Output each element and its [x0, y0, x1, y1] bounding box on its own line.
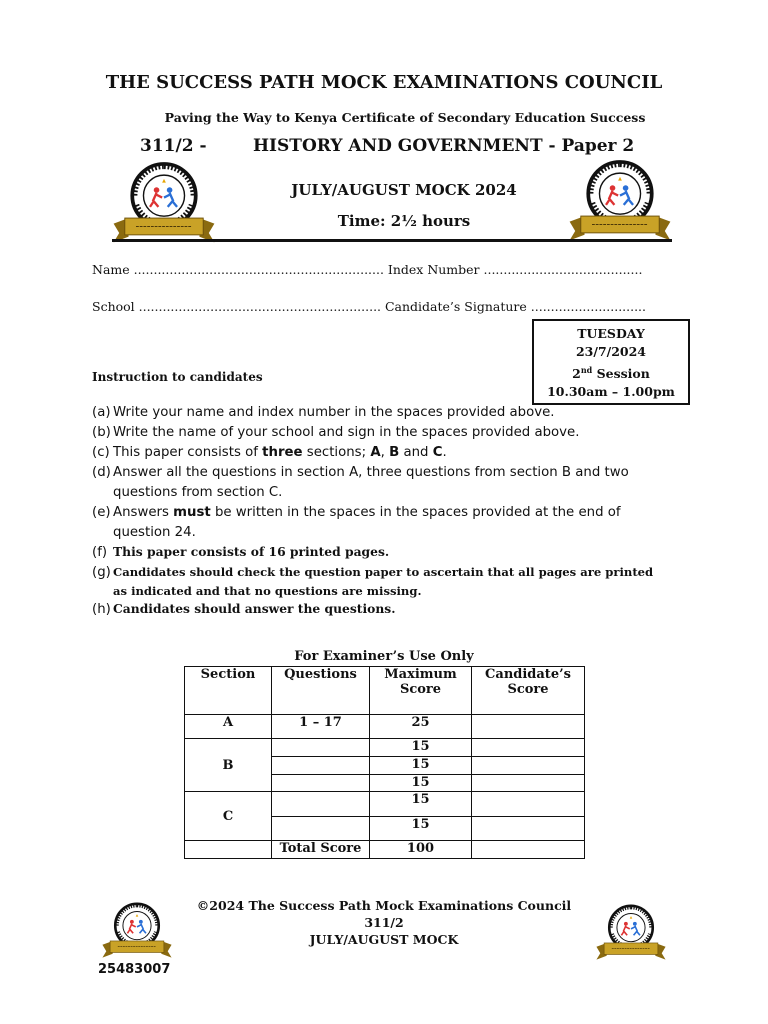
paper-code: 311/2 -	[140, 136, 207, 156]
max-c2: 15	[370, 817, 472, 841]
table-row	[185, 792, 585, 817]
candidate-score-b1[interactable]	[472, 739, 585, 757]
candidate-score-c1[interactable]	[472, 792, 585, 817]
tagline: Paving the Way to Kenya Certificate of Secondary Education Success	[164, 110, 646, 125]
header-questions: Questions	[272, 667, 370, 715]
table-row	[185, 715, 585, 739]
max-b1: 15	[370, 739, 472, 757]
footer-logo-left	[94, 900, 180, 964]
session-time: 10.30am – 1.00pm	[547, 384, 675, 400]
header-section: Section	[185, 667, 272, 715]
table-total-row	[185, 841, 585, 859]
footer-mock: JULY/AUGUST MOCK	[309, 932, 459, 947]
instruction-g: (g) Candidates should check the question paper to ascertain that all pages are printed as indicated and that no questions are missing.	[92, 565, 654, 598]
instruction-a: (a) Write your name and index number in the spaces provided above.	[92, 405, 555, 420]
section-a: A	[185, 715, 272, 739]
instruction-e: (e) Answers must be written in the spaces in the spaces provided at the end of question 24.	[92, 505, 621, 540]
footer-copyright: ©2024 The Success Path Mock Examinations Council	[196, 898, 572, 913]
candidate-score-b2[interactable]	[472, 757, 585, 775]
max-b2: 15	[370, 757, 472, 775]
candidate-score-a[interactable]	[472, 715, 585, 739]
instruction-c: (c) This paper consists of three sections; A, B and C.	[92, 445, 447, 460]
session-day: TUESDAY	[577, 326, 645, 341]
header-divider	[112, 239, 672, 242]
section-b: B	[185, 739, 272, 792]
council-title: THE SUCCESS PATH MOCK EXAMINATIONS COUNCIL	[105, 72, 663, 93]
total-max: 100	[370, 841, 472, 859]
footer-code: 311/2	[364, 915, 404, 930]
instruction-f: (f) This paper consists of 16 printed pages.	[92, 544, 390, 560]
candidate-score-c2[interactable]	[472, 817, 585, 841]
questions-c1[interactable]	[272, 792, 370, 817]
instruction-d: (d) Answer all the questions in section A, three questions from section B and two questions from section C.	[92, 465, 629, 500]
candidate-total[interactable]	[472, 841, 585, 859]
instruction-b: (b) Write the name of your school and sign in the spaces provided above.	[92, 425, 580, 440]
total-blank	[185, 841, 272, 859]
questions-c2[interactable]	[272, 817, 370, 841]
questions-b3[interactable]	[272, 775, 370, 792]
serial-number: 25483007	[98, 962, 171, 977]
header-maximum-score: Maximum Score	[370, 667, 472, 715]
header-candidate-score: Candidate’s Score	[472, 667, 585, 715]
session-date: 23/7/2024	[575, 344, 646, 359]
section-c: C	[185, 792, 272, 841]
examiner-table-title: For Examiner’s Use Only	[294, 649, 474, 664]
candidate-score-b3[interactable]	[472, 775, 585, 792]
questions-a: 1 – 17	[272, 715, 370, 739]
total-label: Total Score	[272, 841, 370, 859]
examiner-score-table	[184, 666, 585, 859]
max-b3: 15	[370, 775, 472, 792]
instruction-h: (h) Candidates should answer the questions.	[92, 601, 396, 617]
footer-logo-right	[588, 902, 674, 966]
table-row	[185, 739, 585, 757]
subject-title: HISTORY AND GOVERNMENT - Paper 2	[253, 136, 635, 156]
questions-b1[interactable]	[272, 739, 370, 757]
school-signature-field[interactable]: School ............................................................. Candidate’s Signature .............................	[92, 299, 647, 314]
exam-duration: Time: 2½ hours	[337, 212, 471, 230]
max-c1: 15	[370, 792, 472, 817]
session-number: 2nd Session	[572, 365, 650, 382]
session-box	[532, 319, 690, 405]
max-a: 25	[370, 715, 472, 739]
table-header-row	[185, 667, 585, 715]
council-logo-left	[108, 158, 220, 252]
council-logo-right	[564, 156, 676, 250]
instructions-title: Instruction to candidates	[92, 370, 263, 384]
questions-b2[interactable]	[272, 757, 370, 775]
name-index-field[interactable]: Name ............................................................... Index Number ........................................	[92, 262, 643, 277]
mock-title: JULY/AUGUST MOCK 2024	[291, 181, 517, 199]
